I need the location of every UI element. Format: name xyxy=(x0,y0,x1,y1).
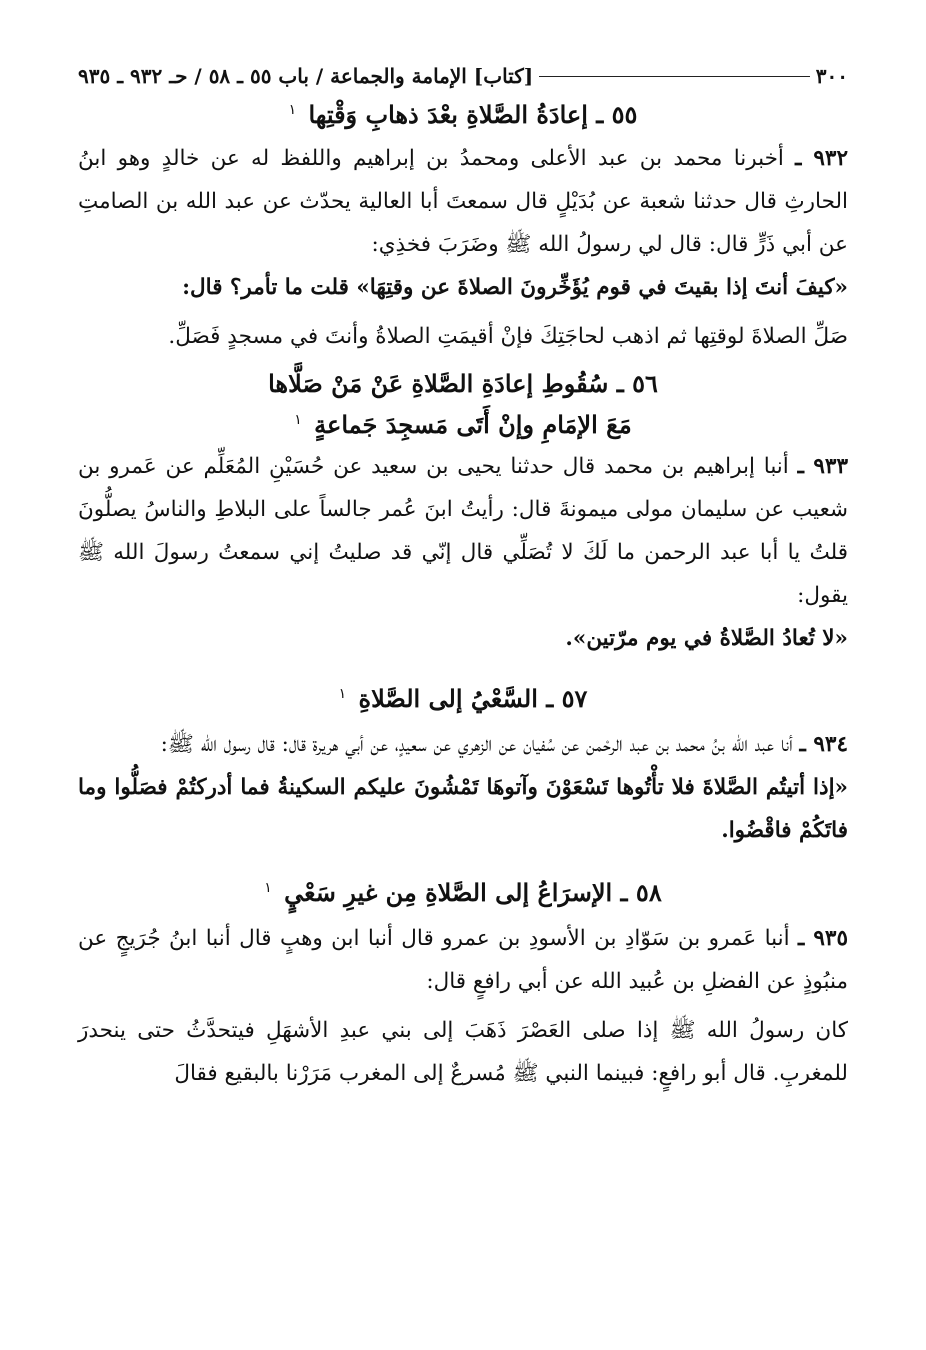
header-rule xyxy=(539,76,810,77)
hadith-text: أنبا إبراهيم بن محمد قال حدثنا يحيى بن سعيد عن حُسَيْنِ المُعَلِّم عن عَمرو بن شعيب عن سليمان مولى ميمونةَ قال: رأيتُ ابنَ عُمر جالساً على البلاطِ والناسُ يصلُّونَ قلتُ يا أبا عبد الرحمن ما لَكَ لا تُصَلِّي قال إنّي قد صليتُ إني سمعتُ رسولَ الله ﷺ يقول: xyxy=(78,454,848,608)
footnote-mark: ١ xyxy=(288,102,297,118)
hadith-number: ٩٣٣ ـ xyxy=(797,454,848,479)
section-heading-57 xyxy=(78,676,848,717)
hadith-934 xyxy=(78,723,848,766)
hadith-933 xyxy=(78,445,848,617)
hadith-text: أنبا عَمرو بن سَوّادِ بن الأسودِ بن عمرو قال أنبا ابن وهبٍ قال أنبا ابنُ جُرَيجٍ عن منبُوذٍ عن الفضلِ بن عُبيد الله عن أبي رافعٍ قال: xyxy=(78,926,848,994)
footnote-mark: ١ xyxy=(294,412,302,428)
page-number: ٣٠٠ xyxy=(815,64,848,88)
book-page xyxy=(78,62,848,1332)
running-title: [كتاب] الإمامة والجماعة / باب ٥٥ ـ ٥٨ / حـ ٩٣٢ ـ ٩٣٥ xyxy=(78,64,534,88)
hadith-932 xyxy=(78,137,848,266)
section-heading-56 xyxy=(78,366,848,443)
section-heading-58 xyxy=(78,870,848,911)
section-heading-55 xyxy=(78,92,848,133)
hadith-935 xyxy=(78,917,848,1003)
hadith-continuation: صَلِّ الصلاةَ لوقتِها ثم اذهب لحاجَتِكَ فإنْ أقيمَتِ الصلاةُ وأنتَ في مسجدٍ فَصَلِّ. xyxy=(168,324,848,349)
footnote-mark: ١ xyxy=(338,686,347,702)
hadith-number: ٩٣٥ ـ xyxy=(797,926,848,951)
heading-text: ٥٦ ـ سُقُوطِ إعادَةِ الصَّلاةِ عَنْ مَنْ صَلَّاها xyxy=(268,369,658,398)
hadith-quote: «لا تُعادُ الصَّلاةُ في يوم مرّتين». xyxy=(565,626,848,651)
heading-text: ٥٧ ـ السَّعْيُ إلى الصَّلاةِ xyxy=(358,684,588,713)
heading-text-line2: مَعَ الإمَامِ وإنْ أَتَى مَسجِدَ جَماعةٍ xyxy=(314,410,632,439)
hadith-quote: «كيفَ أنتَ إذا بقيتَ في قوم يُؤَخِّرونَ الصلاةَ عن وقتِهَا» قلت ما تأمر؟ قال: xyxy=(182,275,848,300)
hadith-number: ٩٣٤ ـ xyxy=(799,732,848,757)
hadith-number: ٩٣٢ ـ xyxy=(795,146,848,171)
heading-text: ٥٨ ـ الإسرَاعُ إلى الصَّلاةِ مِن غيرِ سَعْيٍ xyxy=(284,878,662,907)
running-header xyxy=(78,62,848,90)
hadith-continuation: كان رسولُ الله ﷺ إذا صلى العَصْرَ ذَهَبَ إلى بني عبدِ الأشهَلِ فيتحدَّثُ حتى ينحدرَ للمغربِ. قال أبو رافعٍ: فبينما النبي ﷺ مُسرعٌ إلى المغرب مَرَرْنا بالبقيع فقالَ xyxy=(78,1018,848,1086)
heading-text: ٥٥ ـ إعادَةُ الصَّلاةِ بعْدَ ذهابِ وَقْتِها xyxy=(308,100,638,129)
hadith-text: أنا عبد الله بنُ محمد بن عبد الرحْمن عن سُفيان عن الزهري عن سعيدٍ، عن أبي هريرة قال: قال رسول الله ﷺ: xyxy=(160,732,793,757)
hadith-quote: «إذا أتيتُم الصَّلاةَ فلا تأْتُوها تَسْعَوْنَ وآتوهَا تَمْشُونَ عليكم السكينةُ فما أدركتُمْ فصَلُّوا وما فاتَكُمْ فاقْضُوا. xyxy=(78,775,848,843)
hadith-text: أخبرنا محمد بن عبد الأعلى ومحمدُ بن إبراهيم واللفظ له عن خالدٍ وهو ابنُ الحارثِ قال حدثنا شعبة عن بُدَيْلٍ قال سمعتَ أبا العالية يحدّث عن عبد الله بن الصامتِ عن أبي ذَرٍّ قال: قال لي رسولُ الله ﷺ وضَرَبَ فخذِي: xyxy=(78,146,848,257)
footnote-mark: ١ xyxy=(264,880,272,896)
